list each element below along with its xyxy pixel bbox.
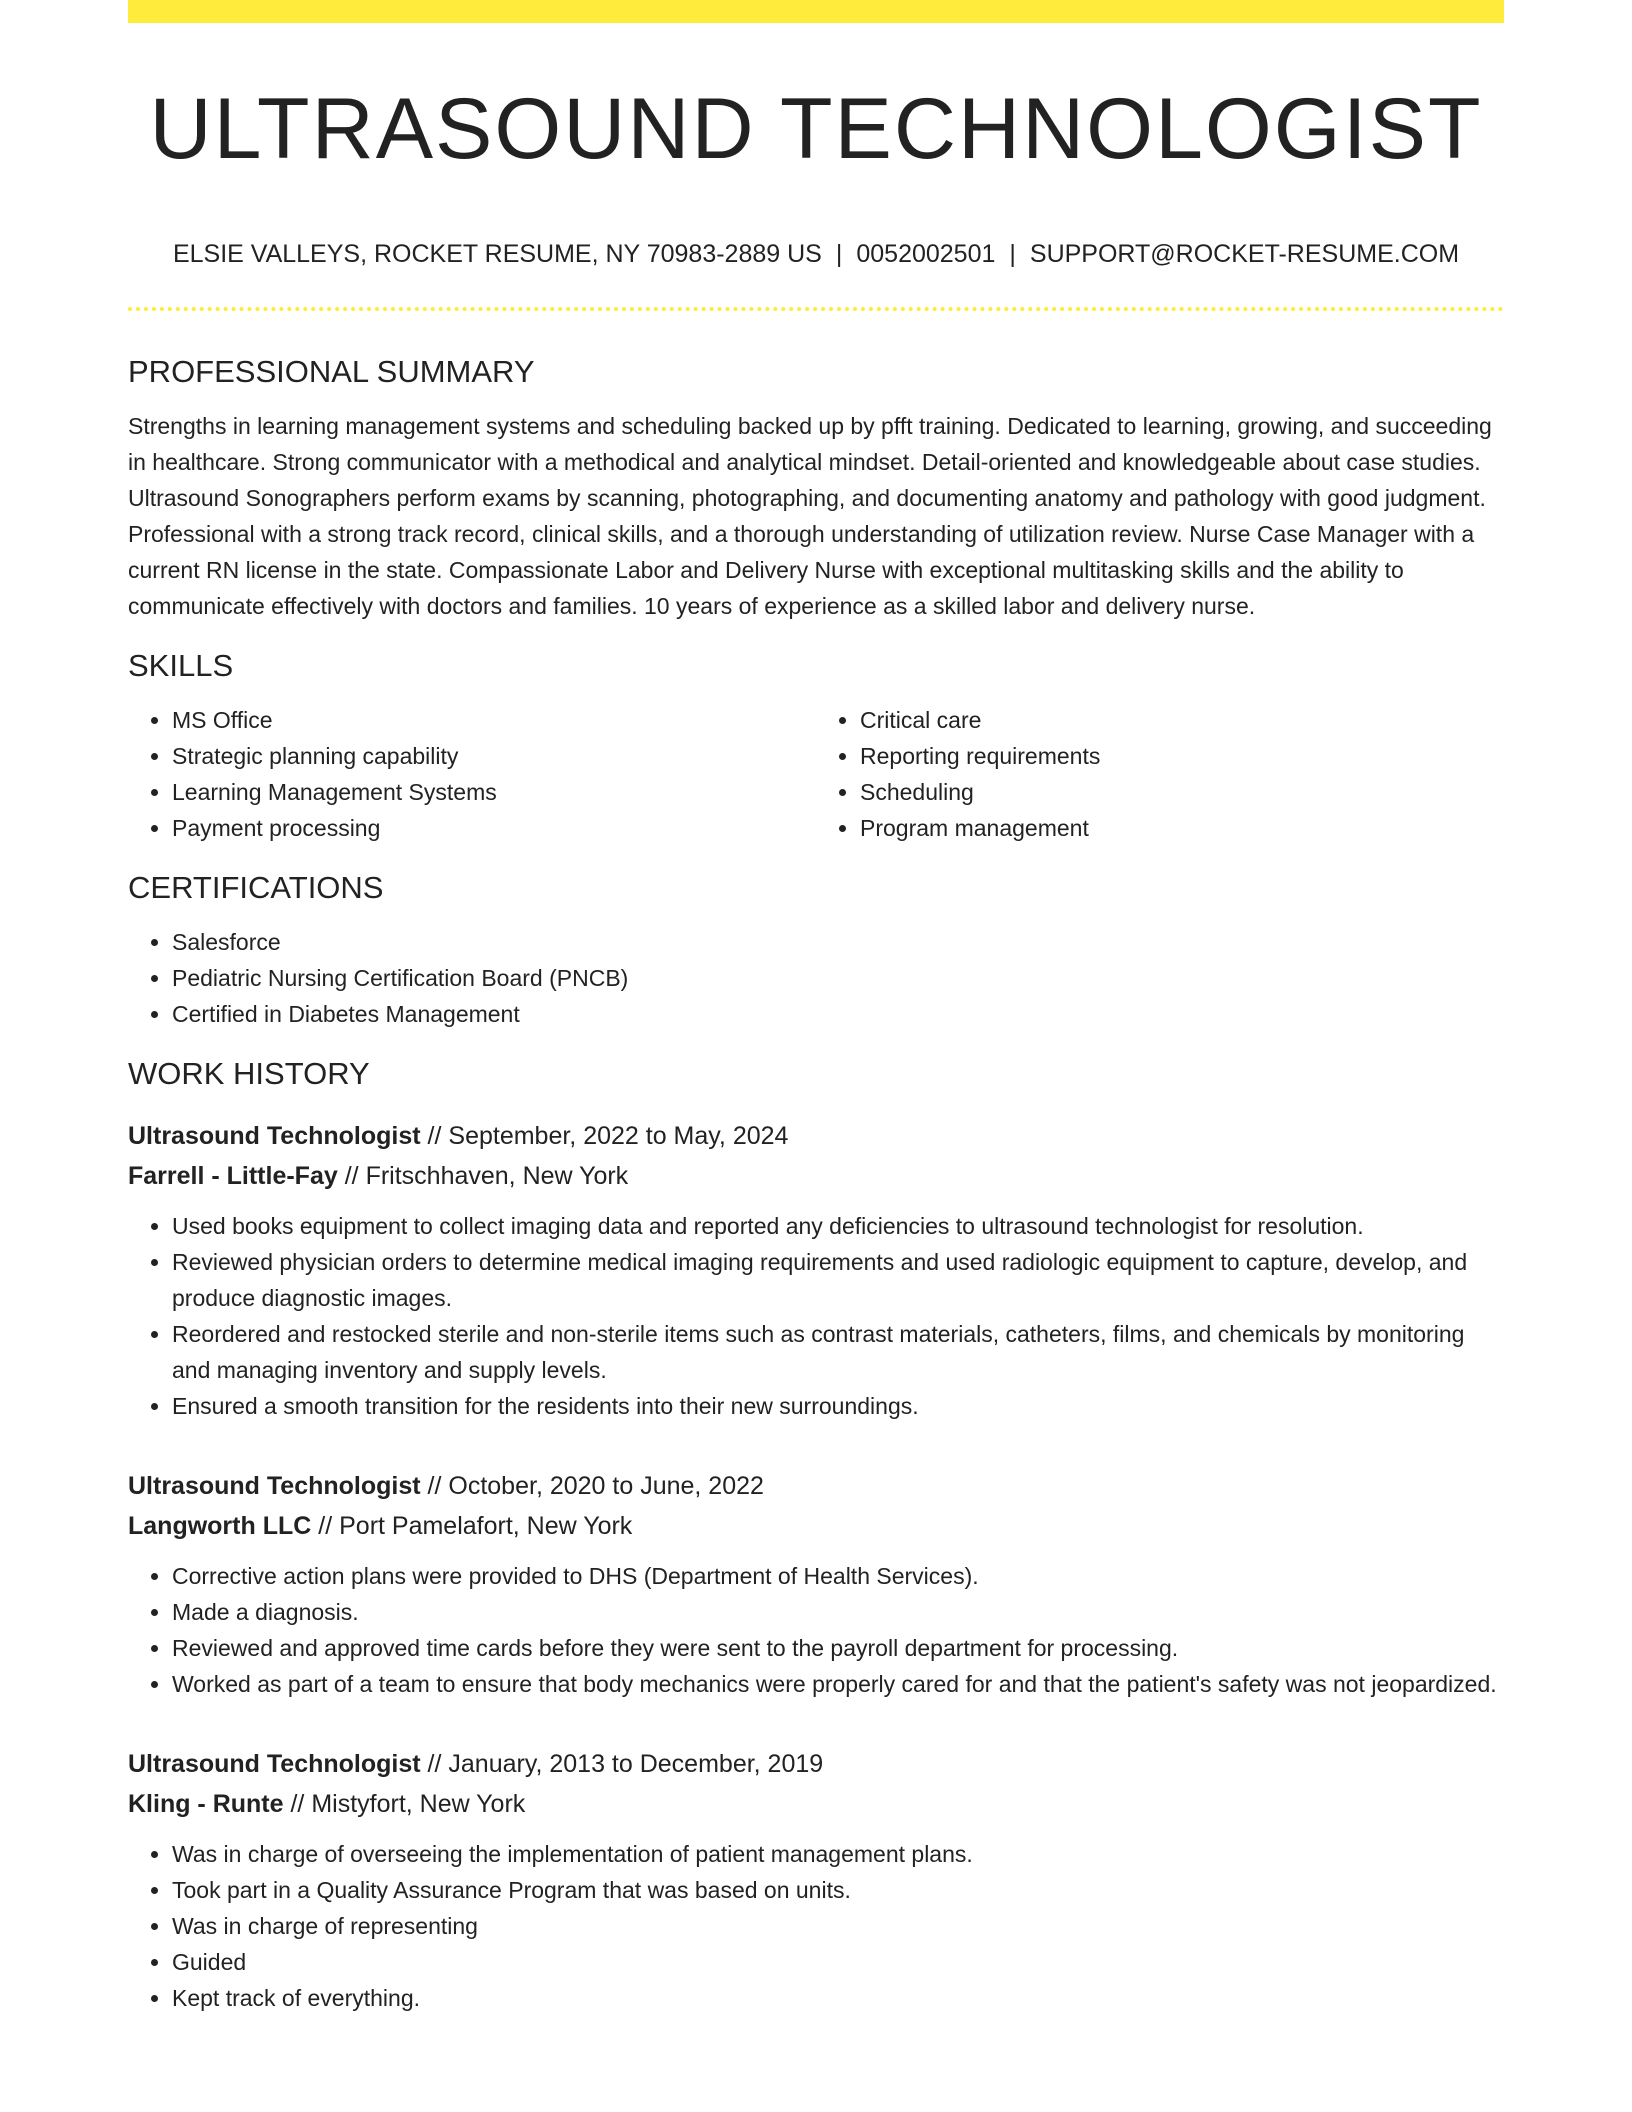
summary-text: Strengths in learning management systems and scheduling backed up by pfft training. Dedicated to learning, growing, and succeeding in healthcare. Strong communicator with a methodical and analytical mindset. Detail-oriented and knowledgeable about case studies. Ultrasound Sonographers perform exams by scanning, photographing, and documenting anatomy and pathology with good judgment. Professional with a strong track record, clinical skills, and a thorough understanding of utilization review. Nurse Case Manager with a current RN license in the state. Compassionate Labor and Delivery Nurse with exceptional multitasking skills and the ability to communicate effectively with doctors and families. 10 years of experience as a skilled labor and delivery nurse. — [128, 413, 1492, 619]
job-company-line — [128, 1156, 1504, 1196]
job-bullet: • Corrective action plans were provided to DHS (Department of Health Services). — [172, 1558, 1504, 1594]
skills-list-right — [816, 702, 1504, 846]
job-location: Mistyfort, New York — [311, 1790, 526, 1818]
job-bullet: • Kept track of everything. — [172, 1980, 1504, 2016]
job-bullet: • Guided — [172, 1944, 1504, 1980]
job-title: Ultrasound Technologist — [128, 1472, 421, 1500]
job-dates: October, 2020 to June, 2022 — [448, 1472, 764, 1500]
contact-phone: 0052002501 — [856, 240, 996, 268]
job-bullets — [128, 1208, 1504, 1424]
skills-section — [128, 642, 1504, 846]
job-company: Farrell - Little-Fay — [128, 1162, 338, 1190]
job-company-line — [128, 1784, 1504, 1824]
skill-item: • Critical care — [860, 702, 1504, 738]
job-separator: // — [311, 1512, 340, 1540]
header-divider — [128, 307, 1504, 311]
job-title: Ultrasound Technologist — [128, 1750, 421, 1778]
job-bullet: • Was in charge of overseeing the implementation of patient management plans. — [172, 1836, 1504, 1872]
section-heading-summary: PROFESSIONAL SUMMARY — [128, 354, 535, 389]
certifications-list — [128, 924, 1504, 1032]
resume-title: ULTRASOUND TECHNOLOGIST — [149, 81, 1483, 177]
skill-item: • Learning Management Systems — [172, 774, 816, 810]
job-bullet: • Reordered and restocked sterile and non-sterile items such as contrast materials, catheters, films, and chemicals by monitoring and managing inventory and supply levels. — [172, 1316, 1504, 1388]
job-bullets — [128, 1836, 1504, 2016]
certification-item: • Pediatric Nursing Certification Board (PNCB) — [172, 960, 1504, 996]
job-entry — [128, 1466, 1504, 1702]
skills-columns — [128, 702, 1504, 846]
job-dates: January, 2013 to December, 2019 — [448, 1750, 824, 1778]
skill-item: • Program management — [860, 810, 1504, 846]
job-company: Langworth LLC — [128, 1512, 312, 1540]
job-bullet: • Took part in a Quality Assurance Program that was based on units. — [172, 1872, 1504, 1908]
contact-separator: | — [835, 240, 843, 268]
job-dates: September, 2022 to May, 2024 — [448, 1122, 789, 1150]
job-bullet: • Made a diagnosis. — [172, 1594, 1504, 1630]
skill-item: • Strategic planning capability — [172, 738, 816, 774]
job-bullet: • Reviewed and approved time cards before they were sent to the payroll department for processing. — [172, 1630, 1504, 1666]
work-history-section — [128, 1050, 1504, 2016]
job-bullet: • Used books equipment to collect imaging data and reported any deficiencies to ultrasound technologist for resolution. — [172, 1208, 1504, 1244]
job-bullet: • Was in charge of representing — [172, 1908, 1504, 1944]
contact-email: SUPPORT@ROCKET-RESUME.COM — [1029, 240, 1460, 268]
job-entry — [128, 1116, 1504, 1424]
top-accent-bar — [128, 0, 1504, 23]
job-bullet: • Worked as part of a team to ensure that body mechanics were properly cared for and that the patient's safety was not jeopardized. — [172, 1666, 1504, 1702]
skill-item: • MS Office — [172, 702, 816, 738]
job-location: Fritschhaven, New York — [365, 1162, 629, 1190]
job-separator: // — [420, 1122, 449, 1150]
skill-item: • Scheduling — [860, 774, 1504, 810]
certification-item: • Salesforce — [172, 924, 1504, 960]
job-title: Ultrasound Technologist — [128, 1122, 421, 1150]
job-title-line — [128, 1744, 1504, 1784]
section-heading-work-history: WORK HISTORY — [128, 1056, 370, 1091]
job-company-line — [128, 1506, 1504, 1546]
summary-section — [128, 348, 1504, 624]
job-separator: // — [420, 1472, 449, 1500]
section-heading-skills: SKILLS — [128, 648, 234, 683]
skills-list-left — [128, 702, 816, 846]
job-company: Kling - Runte — [128, 1790, 284, 1818]
job-location: Port Pamelafort, New York — [339, 1512, 633, 1540]
section-heading-certifications: CERTIFICATIONS — [128, 870, 384, 905]
job-bullet: • Reviewed physician orders to determine medical imaging requirements and used radiologic equipment to capture, develop, and produce diagnostic images. — [172, 1244, 1504, 1316]
job-title-line — [128, 1116, 1504, 1156]
job-separator: // — [420, 1750, 449, 1778]
certification-item: • Certified in Diabetes Management — [172, 996, 1504, 1032]
job-title-line — [128, 1466, 1504, 1506]
job-bullet: • Ensured a smooth transition for the residents into their new surroundings. — [172, 1388, 1504, 1424]
skill-item: • Reporting requirements — [860, 738, 1504, 774]
contact-address: ELSIE VALLEYS, ROCKET RESUME, NY 70983-2889 US — [172, 240, 822, 268]
job-bullets — [128, 1558, 1504, 1702]
resume-content — [128, 348, 1504, 2016]
contact-line — [128, 236, 1504, 272]
job-separator: // — [283, 1790, 312, 1818]
job-separator: // — [337, 1162, 366, 1190]
job-entry — [128, 1744, 1504, 2016]
contact-separator: | — [1009, 240, 1016, 268]
certifications-section — [128, 864, 1504, 1032]
skill-item: • Payment processing — [172, 810, 816, 846]
